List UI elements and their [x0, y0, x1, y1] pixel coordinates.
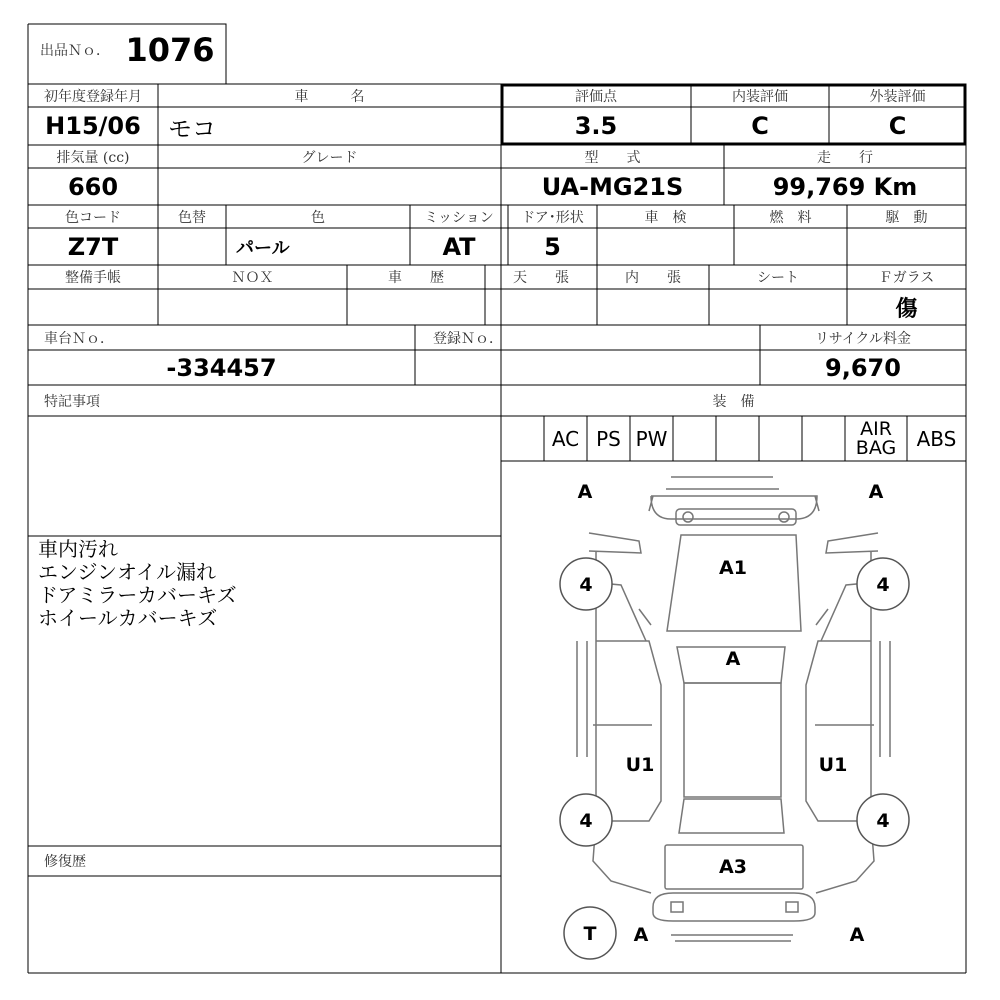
ceiling-label: 天 張: [513, 270, 569, 286]
diagram-wheel-fl: 4: [579, 574, 593, 596]
note-item: 車内汚れ: [38, 537, 118, 561]
first-reg-value: H15/06: [45, 112, 141, 140]
diagram-wheel-fr: 4: [876, 574, 890, 596]
exterior-score-label: 外装評価: [869, 88, 926, 105]
model-value: UA-MG21S: [541, 172, 684, 201]
diagram-front-left: A: [577, 481, 593, 503]
diagram-spare-tire: T: [583, 923, 597, 945]
notes-label: 特記事項: [44, 393, 100, 410]
color-value: パール: [236, 237, 290, 259]
score-value: 3.5: [574, 112, 618, 140]
notes-list: [38, 538, 498, 630]
diagram-rear: A3: [719, 856, 747, 878]
first-reg-label: 初年度登録年月: [44, 88, 142, 105]
note-item: ドアミラーカバーキズ: [38, 583, 237, 607]
equipment-ps: PS: [596, 426, 621, 451]
transmission-value: AT: [442, 232, 476, 261]
recycle-label: リサイクル料金: [814, 330, 912, 347]
reg-no-label: 登録Ｎｏ．: [433, 330, 503, 347]
diagram-rear-right: A: [849, 924, 865, 946]
inspection-value: [597, 228, 734, 265]
score-label: 評価点: [575, 88, 617, 105]
lot-number: 1076: [125, 31, 215, 69]
mileage-value: 99,769 Km: [772, 172, 918, 201]
chassis-no-label: 車台Ｎｏ．: [44, 330, 114, 347]
note-item: エンジンオイル漏れ: [38, 560, 216, 584]
equipment-label: 装 備: [712, 393, 755, 410]
interior-trim-label: 内 張: [625, 270, 681, 286]
exterior-score-value: C: [888, 112, 907, 140]
history-label: 車 歴: [388, 270, 444, 286]
recycle-value: 9,670: [825, 353, 901, 382]
color-label: 色: [311, 209, 325, 226]
diagram-left-side: U1: [625, 754, 655, 776]
color-code-label: 色コード: [65, 209, 121, 226]
f-glass-value: 傷: [895, 296, 918, 322]
nox-label: ＮＯＸ: [231, 270, 274, 286]
door-shape-label: ドア･形状: [521, 209, 584, 226]
displacement-label: 排気量 (cc): [56, 149, 130, 166]
drive-label: 駆 動: [885, 209, 928, 226]
repair-history-label: 修復歴: [44, 854, 86, 870]
diagram-wheel-rr: 4: [876, 810, 890, 832]
diagram-windshield: A: [725, 648, 741, 670]
reg-no-value: [415, 350, 760, 385]
diagram-hood: A1: [719, 557, 747, 579]
mileage-label: 走 行: [817, 149, 873, 166]
grade-label: グレード: [301, 149, 358, 166]
color-code-value: Z7T: [67, 232, 119, 261]
diagram-wheel-rl: 4: [579, 810, 593, 832]
equipment-abs: ABS: [916, 426, 957, 451]
grade-value: [158, 168, 501, 205]
model-label: 型 式: [584, 149, 641, 166]
seat-label: シート: [757, 270, 799, 286]
maintenance-label: 整備手帳: [65, 270, 121, 286]
equipment-pw: PW: [635, 426, 668, 451]
chassis-no-value: -334457: [166, 353, 277, 382]
transmission-label: ミッション: [424, 209, 494, 226]
inspection-label: 車 検: [644, 209, 687, 226]
f-glass-label: Ｆガラス: [878, 270, 935, 286]
diagram-front-right: A: [868, 481, 884, 503]
car-name-label: 車 名: [294, 88, 365, 105]
interior-score-label: 内装評価: [732, 88, 788, 105]
car-name-value: モコ: [168, 114, 216, 143]
color-change-label: 色替: [178, 209, 206, 226]
diagram-rear-left: A: [633, 924, 649, 946]
lot-number-label: 出品Ｎｏ．: [40, 43, 110, 59]
diagram-right-side: U1: [818, 754, 848, 776]
interior-score-value: C: [751, 112, 769, 140]
equipment-airbag-line1: AIR: [860, 417, 892, 440]
door-shape-value: 5: [544, 232, 561, 261]
car-diagram: [501, 461, 966, 973]
drive-value: [847, 228, 966, 265]
equipment-airbag-line2: BAG: [855, 436, 897, 459]
fuel-label: 燃 料: [769, 209, 812, 226]
color-change-value: [158, 228, 226, 265]
note-item: ホイールカバーキズ: [38, 606, 218, 630]
fuel-value: [734, 228, 847, 265]
equipment-ac: AC: [551, 426, 580, 451]
displacement-value: 660: [67, 172, 119, 201]
equipment-airbag: [845, 416, 907, 461]
